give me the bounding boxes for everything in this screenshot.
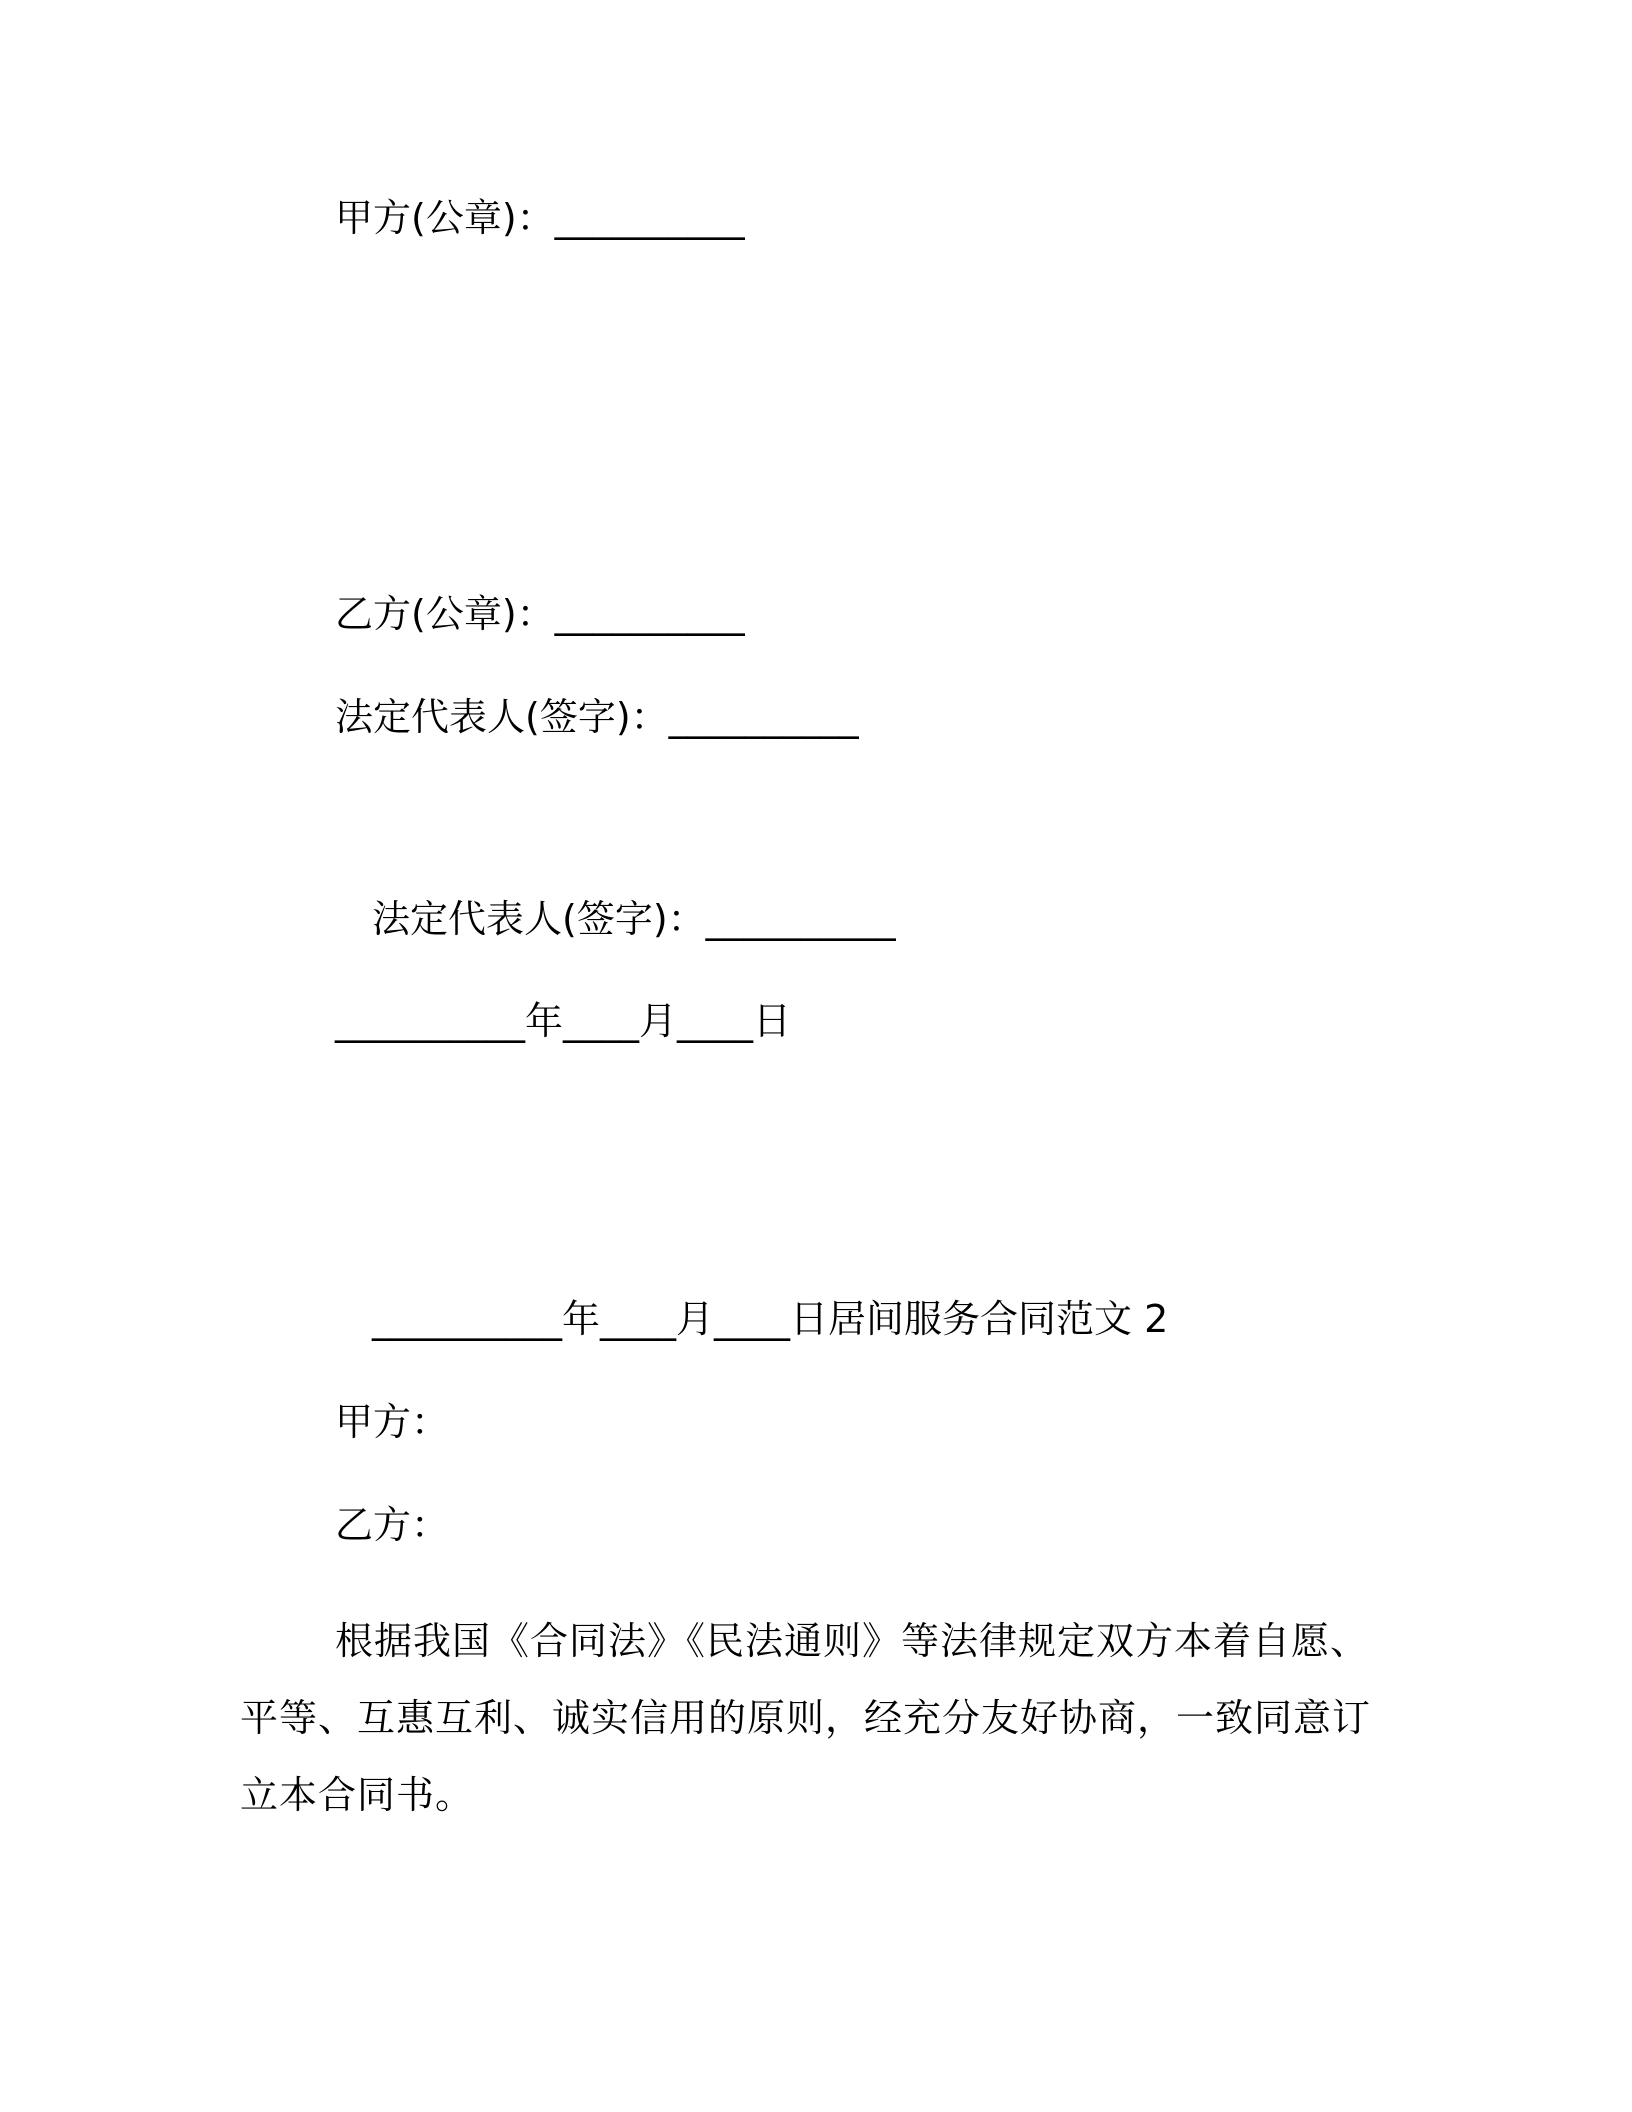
legal-representative-signature-line-2: 法定代表人(签字)：__________ [372, 897, 896, 941]
party-b-label: 乙方： [335, 1503, 450, 1547]
preamble-paragraph: 根据我国《合同法》《民法通则》等法律规定双方本着自愿、平等、互惠互利、诚实信用的原则，经充分友好协商，一致同意订立本合同书。 [240, 1619, 1372, 1817]
legal-representative-signature-line: 法定代表人(签字)：__________ [335, 695, 859, 739]
party-a-seal-line: 甲方(公章)：__________ [335, 196, 745, 240]
party-a-label: 甲方： [335, 1400, 450, 1444]
party-b-seal-line: 乙方(公章)：__________ [335, 592, 745, 636]
date-line: __________年____月____日 [335, 999, 792, 1043]
contract-heading: __________年____月____日居间服务合同范文 2 [372, 1297, 1169, 1341]
